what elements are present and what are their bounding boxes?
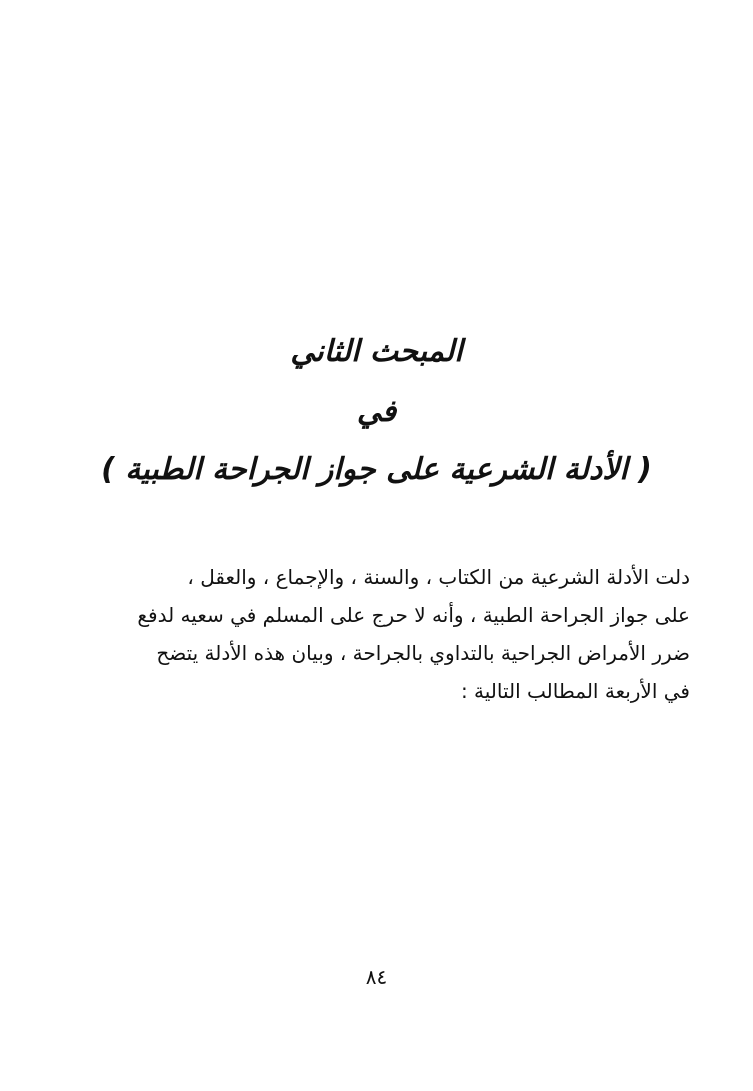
page-number: ٨٤ — [365, 965, 388, 989]
section-subtitle: ( الأدلة الشرعية على جواز الجراحة الطبية ) — [101, 452, 652, 487]
section-title: المبحث الثاني — [290, 334, 463, 369]
paragraph-line-1: دلت الأدلة الشرعية من الكتاب ، والسنة ، والإجماع ، والعقل ، — [187, 565, 690, 589]
paragraph-line-4: في الأربعة المطالب التالية : — [460, 679, 690, 703]
paragraph-line-2: على جواز الجراحة الطبية ، وأنه لا حرج على المسلم في سعيه لدفع — [137, 603, 690, 627]
body-paragraph — [70, 558, 690, 710]
paragraph-line-3: ضرر الأمراض الجراحية بالتداوي بالجراحة ، وبيان هذه الأدلة يتضح — [156, 641, 690, 665]
section-title-connector: في — [356, 394, 397, 429]
